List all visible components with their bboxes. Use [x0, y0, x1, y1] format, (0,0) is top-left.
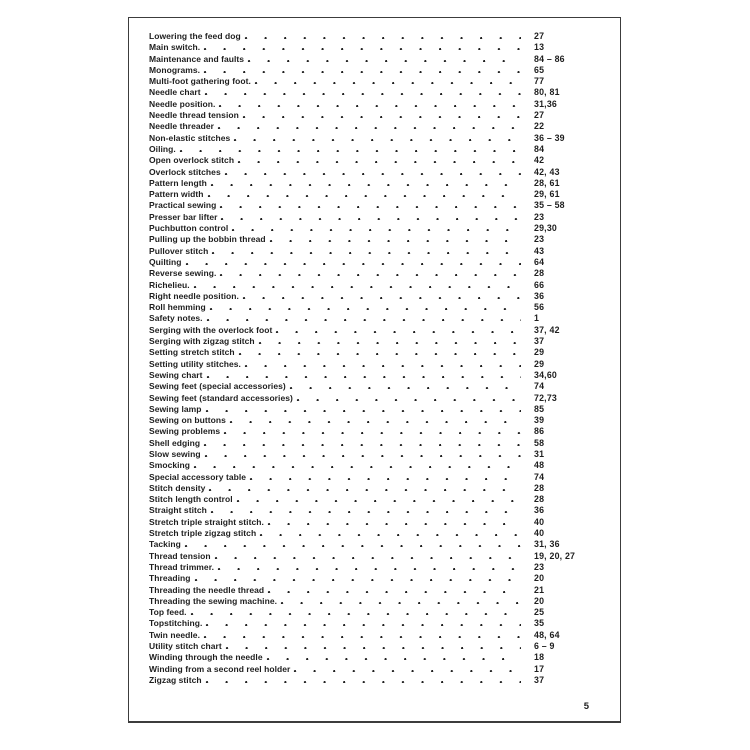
entry-label: Slow sewing: [149, 448, 201, 459]
entry-page-numbers: 37: [534, 674, 545, 685]
entry-label: Richelieu.: [149, 279, 190, 290]
entry-label: Monograms.: [149, 64, 201, 75]
dot-leader: [290, 664, 521, 675]
dot-leader: [203, 370, 521, 381]
dot-leader: [217, 212, 521, 223]
index-entry-row: [149, 585, 612, 596]
dot-leader: [182, 257, 521, 268]
dot-leader: [264, 517, 521, 528]
entry-label: Tacking: [149, 539, 181, 550]
entry-label: Setting stretch stitch: [149, 347, 235, 358]
entry-label: Sewing feet (standard accessories): [149, 392, 293, 403]
dot-leader: [230, 133, 521, 144]
entry-label: Zigzag stitch: [149, 674, 202, 685]
entry-label: Twin needle.: [149, 629, 200, 640]
entry-page-numbers: 74: [534, 471, 545, 482]
entry-page-numbers: 35: [534, 618, 545, 629]
dot-leader: [214, 121, 521, 132]
entry-label: Special accessory table: [149, 471, 247, 482]
entry-page-numbers: 28: [534, 494, 545, 505]
index-entry-row: [149, 494, 612, 505]
entry-label: Topstitching.: [149, 618, 203, 629]
index-entry-row: [149, 200, 612, 211]
index-entry-row: [149, 652, 612, 663]
index-entry-row: [149, 167, 612, 178]
index-entry-row: [149, 415, 612, 426]
entry-page-numbers: 6 – 9: [534, 641, 555, 652]
entry-page-numbers: 18: [534, 652, 545, 663]
entry-label: Smocking: [149, 460, 191, 471]
entry-label: Right needle position.: [149, 290, 239, 301]
dot-leader: [277, 596, 521, 607]
entry-label: Sewing lamp: [149, 403, 202, 414]
index-entry-row: [149, 359, 612, 370]
entry-page-numbers: 84: [534, 143, 545, 154]
dot-leader: [208, 246, 521, 257]
dot-leader: [201, 87, 521, 98]
index-entry-row: [149, 87, 612, 98]
index-entry-row: [149, 562, 612, 573]
index-entry-row: [149, 178, 612, 189]
entry-page-numbers: 72,73: [534, 392, 558, 403]
dot-leader: [251, 76, 521, 87]
entry-label: Stretch triple straight stitch.: [149, 516, 264, 527]
index-entry-row: [149, 483, 612, 494]
index-entry-row: [149, 65, 612, 76]
entry-page-numbers: 77: [534, 76, 545, 87]
entry-page-numbers: 36 – 39: [534, 132, 565, 143]
entry-page-numbers: 64: [534, 256, 545, 267]
dot-leader: [246, 472, 521, 483]
index-entry-row: [149, 517, 612, 528]
index-entry-row: [149, 630, 612, 641]
index-entry-row: [149, 42, 612, 53]
entry-page-numbers: 29,30: [534, 223, 558, 234]
entry-label: Needle chart: [149, 87, 201, 98]
entry-page-numbers: 84 – 86: [534, 53, 565, 64]
entry-label: Presser bar lifter: [149, 211, 218, 222]
entry-page-numbers: 29, 61: [534, 189, 560, 200]
dot-leader: [235, 347, 521, 358]
entry-page-numbers: 34,60: [534, 369, 558, 380]
entry-page-numbers: 42: [534, 155, 545, 166]
entry-page-numbers: 17: [534, 663, 545, 674]
entry-page-numbers: 28: [534, 268, 545, 279]
dot-leader: [293, 393, 521, 404]
entry-label: Pulling up the bobbin thread: [149, 234, 266, 245]
index-entry-row: [149, 302, 612, 313]
entry-label: Quilting: [149, 256, 182, 267]
index-entry-row: [149, 449, 612, 460]
index-entry-row: [149, 336, 612, 347]
index-entry-row: [149, 31, 612, 42]
entry-label: Sewing on buttons: [149, 415, 226, 426]
entry-label: Threading the sewing machine.: [149, 595, 278, 606]
entry-label: Sewing feet (special accessories): [149, 381, 286, 392]
dot-leader: [286, 381, 521, 392]
entry-label: Overlock stitches: [149, 166, 221, 177]
entry-label: Winding through the needle: [149, 652, 263, 663]
dot-leader: [204, 189, 522, 200]
dot-leader: [221, 167, 521, 178]
dot-leader: [222, 641, 521, 652]
entry-label: Oiling.: [149, 143, 176, 154]
dot-leader: [190, 460, 521, 471]
entry-label: Setting utility stitches.: [149, 358, 241, 369]
dot-leader: [202, 618, 521, 629]
dot-leader: [239, 291, 521, 302]
dot-leader: [220, 426, 521, 437]
dot-leader: [255, 336, 521, 347]
entry-label: Thread trimmer.: [149, 561, 214, 572]
entry-page-numbers: 56: [534, 302, 545, 313]
entry-label: Sewing chart: [149, 369, 203, 380]
entry-label: Multi-foot gathering foot.: [149, 76, 251, 87]
dot-leader: [200, 42, 521, 53]
index-entry-row: [149, 381, 612, 392]
entry-page-numbers: 37, 42: [534, 324, 560, 335]
entry-label: Stretch triple zigzag stitch: [149, 528, 257, 539]
index-entry-row: [149, 551, 612, 562]
index-entry-row: [149, 121, 612, 132]
index-entry-row: [149, 426, 612, 437]
index-entry-row: [149, 675, 612, 686]
entry-label: Pattern width: [149, 189, 204, 200]
entry-page-numbers: 13: [534, 42, 545, 53]
index-entry-row: [149, 155, 612, 166]
index-entry-row: [149, 460, 612, 471]
dot-leader: [207, 505, 521, 516]
index-entry-row: [149, 596, 612, 607]
entry-label: Serging with zigzag stitch: [149, 336, 255, 347]
entry-label: Lowering the feed dog: [149, 31, 241, 41]
entry-label: Main switch.: [149, 42, 201, 53]
index-entry-row: [149, 664, 612, 675]
index-entry-row: [149, 99, 612, 110]
entry-page-numbers: 21: [534, 584, 545, 595]
entry-page-numbers: 37: [534, 336, 545, 347]
dot-leader: [214, 562, 521, 573]
dot-leader: [202, 675, 521, 686]
page-number: 5: [583, 701, 589, 712]
entry-page-numbers: 1: [534, 313, 540, 324]
entry-page-numbers: 19, 20, 27: [534, 550, 576, 561]
dot-leader: [239, 110, 521, 121]
entry-page-numbers: 29: [534, 347, 545, 358]
entry-label: Sewing problems: [149, 426, 221, 437]
index-entry-row: [149, 144, 612, 155]
dot-leader: [190, 280, 521, 291]
entry-page-numbers: 31,36: [534, 98, 558, 109]
entry-page-numbers: 25: [534, 607, 545, 618]
index-entry-row: [149, 325, 612, 336]
entry-page-numbers: 74: [534, 381, 545, 392]
entry-page-numbers: 23: [534, 234, 545, 245]
dot-leader: [176, 144, 521, 155]
dot-leader: [228, 223, 521, 234]
entry-label: Roll hemming: [149, 302, 206, 313]
entry-page-numbers: 23: [534, 211, 545, 222]
dot-leader: [233, 494, 521, 505]
dot-leader: [200, 630, 521, 641]
index-entry-row: [149, 528, 612, 539]
entry-label: Winding from a second reel holder: [149, 663, 291, 674]
index-entry-row: [149, 280, 612, 291]
entry-label: Needle thread tension: [149, 110, 239, 121]
entry-label: Thread tension: [149, 550, 211, 561]
entry-page-numbers: 86: [534, 426, 545, 437]
entry-page-numbers: 20: [534, 573, 545, 584]
dot-leader: [216, 200, 521, 211]
entry-page-numbers: 80, 81: [534, 87, 560, 98]
dot-leader: [216, 268, 521, 279]
dot-leader: [201, 449, 521, 460]
entry-page-numbers: 31: [534, 448, 545, 459]
dot-leader: [264, 585, 521, 596]
entry-page-numbers: 27: [534, 31, 545, 41]
dot-leader: [191, 573, 521, 584]
entry-page-numbers: 20: [534, 595, 545, 606]
index-entry-row: [149, 505, 612, 516]
index-entry-row: [149, 257, 612, 268]
index-entry-row: [149, 404, 612, 415]
entry-label: Straight stitch: [149, 505, 207, 516]
dot-leader: [206, 302, 521, 313]
entry-label: Reverse sewing.: [149, 268, 217, 279]
entry-label: Safety notes.: [149, 313, 203, 324]
index-entry-row: [149, 133, 612, 144]
entry-page-numbers: 23: [534, 561, 545, 572]
entry-page-numbers: 42, 43: [534, 166, 560, 177]
entry-page-numbers: 40: [534, 528, 545, 539]
index-entry-row: [149, 347, 612, 358]
manual-index-page: [128, 17, 621, 723]
entry-label: Practical sewing: [149, 200, 217, 211]
entry-label: Serging with the overlock foot: [149, 324, 273, 335]
dot-leader: [207, 178, 521, 189]
entry-page-numbers: 43: [534, 245, 545, 256]
dot-leader: [226, 415, 521, 426]
entry-page-numbers: 36: [534, 505, 545, 516]
entry-page-numbers: 31, 36: [534, 539, 560, 550]
index-entry-row: [149, 370, 612, 381]
dot-leader: [272, 325, 521, 336]
entry-page-numbers: 48: [534, 460, 545, 471]
index-entry-row: [149, 393, 612, 404]
entry-page-numbers: 66: [534, 279, 545, 290]
index-entry-row: [149, 246, 612, 257]
entry-page-numbers: 29: [534, 358, 545, 369]
index-entry-row: [149, 438, 612, 449]
entry-label: Top feed.: [149, 607, 187, 618]
entry-label: Threading: [149, 573, 191, 584]
index-entry-row: [149, 268, 612, 279]
index-entry-row: [149, 641, 612, 652]
dot-leader: [205, 483, 521, 494]
entry-label: Puchbutton control: [149, 223, 229, 234]
entry-page-numbers: 28, 61: [534, 177, 560, 188]
index-entry-row: [149, 110, 612, 121]
entry-page-numbers: 27: [534, 110, 545, 121]
dot-leader: [263, 652, 521, 663]
index-entry-row: [149, 472, 612, 483]
entry-label: Needle threader: [149, 121, 214, 132]
index-entry-row: [149, 607, 612, 618]
index-entry-row: [149, 234, 612, 245]
dot-leader: [200, 65, 521, 76]
entry-page-numbers: 85: [534, 403, 545, 414]
dot-leader: [244, 54, 521, 65]
entry-page-numbers: 48, 64: [534, 629, 560, 640]
index-entry-row: [149, 313, 612, 324]
entry-label: Utility stitch chart: [149, 641, 222, 652]
index-entry-list: [149, 31, 612, 686]
dot-leader: [181, 539, 521, 550]
dot-leader: [266, 234, 521, 245]
entry-page-numbers: 39: [534, 415, 545, 426]
entry-page-numbers: 22: [534, 121, 545, 132]
index-entry-row: [149, 618, 612, 629]
dot-leader: [211, 551, 521, 562]
index-entry-row: [149, 223, 612, 234]
entry-page-numbers: 58: [534, 437, 545, 448]
dot-leader: [202, 404, 521, 415]
entry-label: Open overlock stitch: [149, 155, 235, 166]
entry-label: Stitch density: [149, 482, 206, 493]
entry-label: Threading the needle thread: [149, 584, 265, 595]
index-entry-row: [149, 54, 612, 65]
dot-leader: [187, 607, 521, 618]
index-entry-row: [149, 189, 612, 200]
entry-page-numbers: 35 – 58: [534, 200, 565, 211]
entry-label: Needle position.: [149, 98, 216, 109]
dot-leader: [234, 155, 521, 166]
index-entry-row: [149, 539, 612, 550]
entry-label: Maintenance and faults: [149, 53, 245, 64]
entry-label: Stitch length control: [149, 494, 233, 505]
index-entry-row: [149, 212, 612, 223]
index-entry-row: [149, 573, 612, 584]
dot-leader: [215, 99, 521, 110]
index-entry-row: [149, 291, 612, 302]
dot-leader: [256, 528, 521, 539]
entry-label: Non-elastic stitches: [149, 132, 231, 143]
entry-page-numbers: 65: [534, 64, 545, 75]
entry-label: Pullover stitch: [149, 245, 209, 256]
dot-leader: [203, 313, 521, 324]
dot-leader: [241, 31, 521, 42]
entry-label: Shell edging: [149, 437, 201, 448]
entry-page-numbers: 28: [534, 482, 545, 493]
entry-page-numbers: 36: [534, 290, 545, 301]
dot-leader: [241, 359, 521, 370]
index-entry-row: [149, 76, 612, 87]
dot-leader: [200, 438, 521, 449]
entry-label: Pattern length: [149, 177, 207, 188]
entry-page-numbers: 40: [534, 516, 545, 527]
